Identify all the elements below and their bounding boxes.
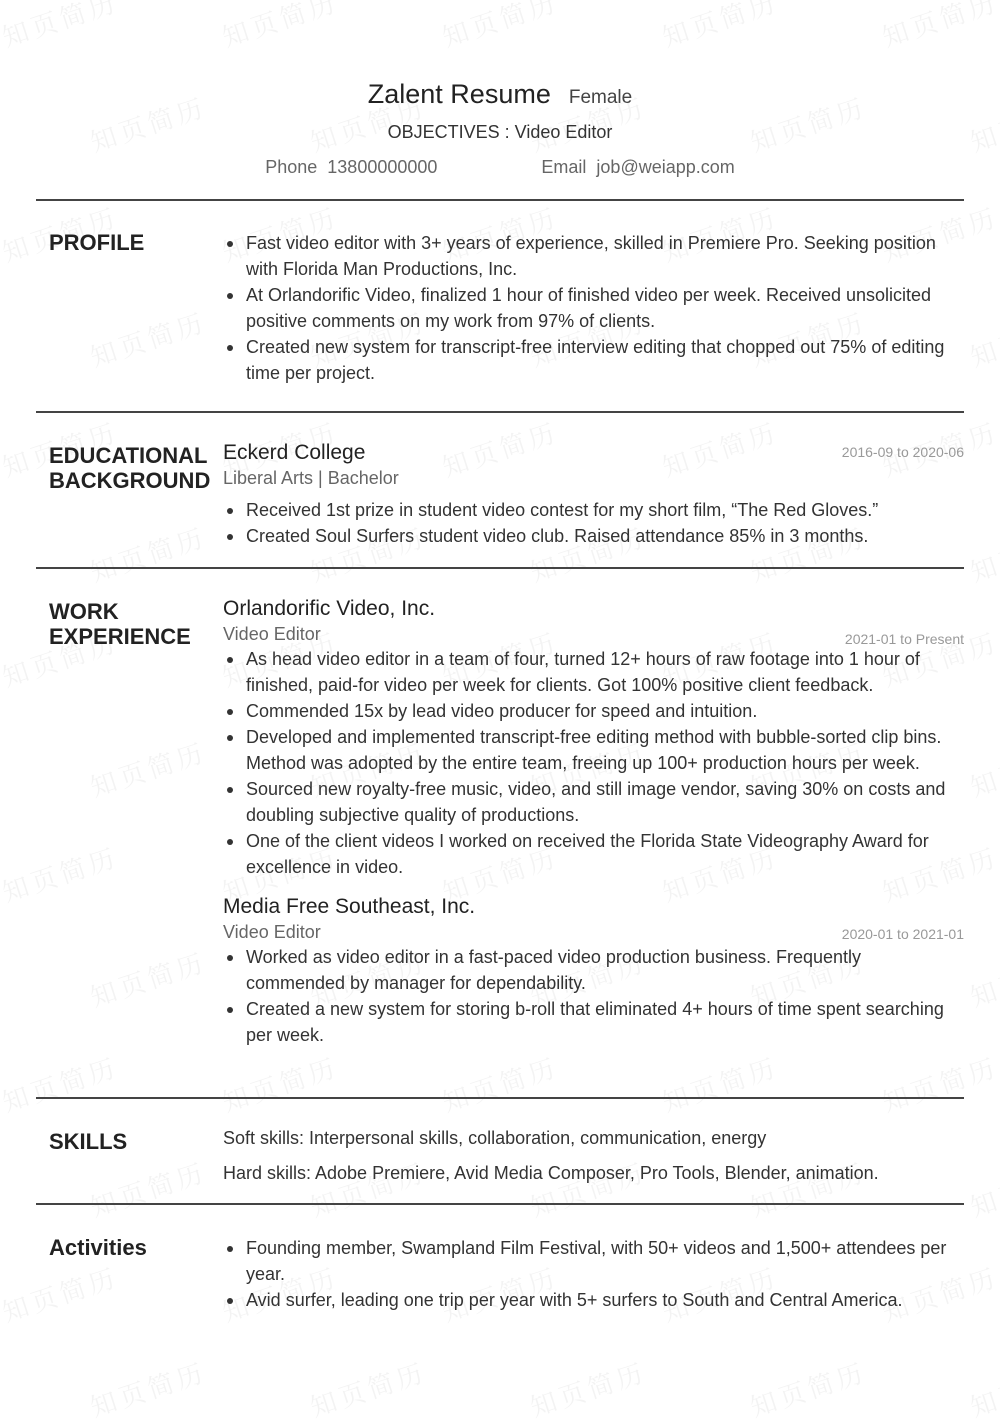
job-entry-head xyxy=(223,894,964,920)
activities-body xyxy=(223,1235,964,1313)
email-label: Email xyxy=(541,157,587,177)
section-title-work-line1: WORK xyxy=(49,599,119,624)
candidate-gender: Female xyxy=(568,87,633,108)
contact-row xyxy=(0,154,1000,180)
profile-bullets xyxy=(223,230,964,386)
degree: Liberal Arts | Bachelor xyxy=(223,468,399,488)
activities-section xyxy=(36,1203,964,1333)
company-name: Media Free Southeast, Inc. xyxy=(223,895,476,918)
bullet-item: Developed and implemented transcript-free editing method with bubble-sorted clip bins. Method was adopted by the entire team, freeing up 100+ production hours per week. xyxy=(223,724,964,776)
bullet-item: Fast video editor with 3+ years of experience, skilled in Premiere Pro. Seeking position with Florida Man Productions, Inc. xyxy=(223,230,964,282)
job-role: Video Editor xyxy=(223,624,321,644)
job-bullets xyxy=(223,646,964,880)
education-bullets xyxy=(223,497,964,549)
bullet-item: Founding member, Swampland Film Festival, with 50+ videos and 1,500+ attendees per year. xyxy=(223,1235,964,1287)
bullet-item: One of the client videos I worked on received the Florida State Videography Award for excellence in video. xyxy=(223,828,964,880)
hard-skills: Hard skills: Adobe Premiere, Avid Media Composer, Pro Tools, Blender, animation. xyxy=(223,1163,879,1183)
profile-body xyxy=(223,230,964,386)
email-value: job@weiapp.com xyxy=(596,157,735,177)
education-date: 2016-09 to 2020-06 xyxy=(841,444,964,460)
bullet-item: As head video editor in a team of four, turned 12+ hours of raw footage into 1 hour of finished, paid-for video per week for clients. Got 100% positive client feedback. xyxy=(223,646,964,698)
section-title-work-line2: EXPERIENCE xyxy=(49,624,191,649)
bullet-item: Created Soul Surfers student video club. Raised attendance 85% in 3 months. xyxy=(223,523,964,549)
bullet-item: Commended 15x by lead video producer for speed and intuition. xyxy=(223,698,964,724)
bullet-item: Created new system for transcript-free interview editing that chopped out 75% of editing time per project. xyxy=(223,334,964,386)
resume-header xyxy=(0,76,1000,180)
company-name: Orlandorific Video, Inc. xyxy=(223,597,436,620)
profile-section xyxy=(36,199,964,413)
phone-value: 13800000000 xyxy=(327,157,438,177)
education-entry-head xyxy=(223,440,964,466)
section-title-skills: SKILLS xyxy=(49,1129,128,1154)
bullet-item: At Orlandorific Video, finalized 1 hour of finished video per week. Received unsolicited positive comments on my work from 97% of clients. xyxy=(223,282,964,334)
section-title-activities: Activities xyxy=(49,1235,147,1260)
section-title-education-line1: EDUCATIONAL xyxy=(49,443,208,468)
bullet-item: Avid surfer, leading one trip per year with 5+ surfers to South and Central America. xyxy=(223,1287,964,1313)
job-role-row xyxy=(223,920,964,944)
phone-label: Phone xyxy=(265,157,318,177)
job-role: Video Editor xyxy=(223,922,321,942)
section-title-education xyxy=(49,443,210,493)
skills-section xyxy=(36,1097,964,1205)
skills-body xyxy=(223,1125,964,1186)
education-body xyxy=(223,440,964,549)
job-date: 2020-01 to 2021-01 xyxy=(841,926,964,942)
bullet-item: Created a new system for storing b-roll that eliminated 4+ hours of time spent searching per week. xyxy=(223,996,964,1048)
job-entry-head xyxy=(223,596,964,622)
section-title-profile: PROFILE xyxy=(49,230,145,255)
job-date: 2021-01 to Present xyxy=(844,631,964,647)
job-role-row xyxy=(223,622,964,646)
work-body xyxy=(223,596,964,1048)
candidate-name: Zalent Resume xyxy=(367,79,551,109)
name-row xyxy=(0,76,1000,112)
section-title-education-line2: BACKGROUND xyxy=(49,468,211,493)
bullet-item: Sourced new royalty-free music, video, and still image vendor, saving 30% on costs and doubling subjective quality of productions. xyxy=(223,776,964,828)
bullet-item: Received 1st prize in student video contest for my short film, “The Red Gloves.” xyxy=(223,497,964,523)
activities-bullets xyxy=(223,1235,964,1313)
education-section xyxy=(36,411,964,569)
job-entry xyxy=(223,596,964,880)
section-title-work xyxy=(49,599,191,649)
soft-skills: Soft skills: Interpersonal skills, collaboration, communication, energy xyxy=(223,1128,767,1148)
job-entry xyxy=(223,894,964,1048)
bullet-item: Worked as video editor in a fast-paced video production business. Frequently commended by manager for dependability. xyxy=(223,944,964,996)
work-section xyxy=(36,567,964,1099)
job-bullets xyxy=(223,944,964,1048)
school-name: Eckerd College xyxy=(223,441,366,464)
objective-line: OBJECTIVES : Video Editor xyxy=(387,122,613,142)
